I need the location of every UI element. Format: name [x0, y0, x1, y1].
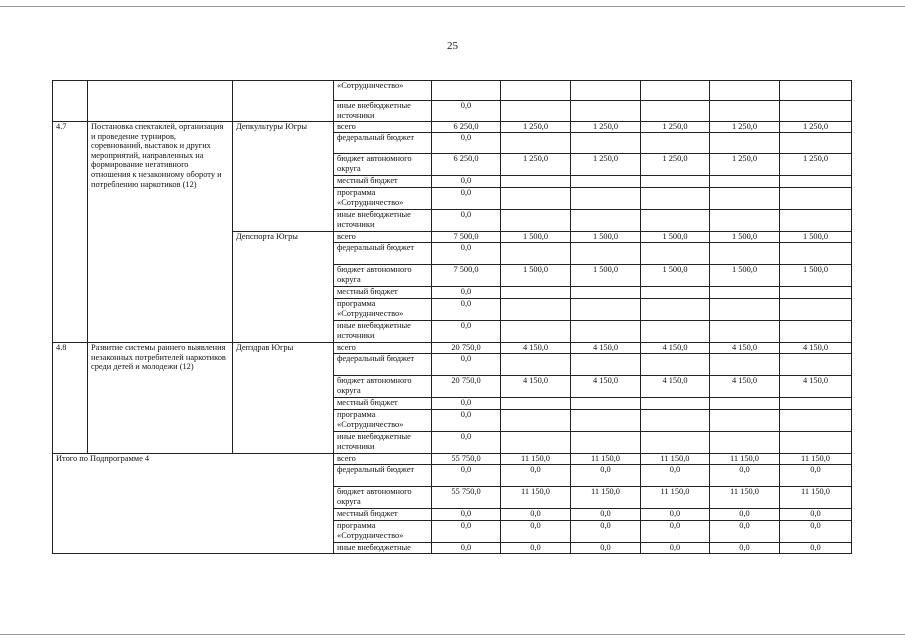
budget-table [52, 80, 852, 554]
executor-cell: Депздрав Югры [233, 343, 334, 454]
year-value-cell: 11 150,0 [571, 454, 641, 465]
year-value-cell: 0,0 [641, 543, 710, 554]
year-value-cell [641, 243, 710, 265]
year-value-cell: 0,0 [780, 509, 852, 521]
year-value-cell [710, 243, 780, 265]
total-value-cell: 6 250,0 [432, 122, 501, 133]
funding-source-cell: всего [334, 454, 432, 465]
year-value-cell: 11 150,0 [641, 454, 710, 465]
year-value-cell: 4 150,0 [571, 343, 641, 354]
year-value-cell: 0,0 [710, 521, 780, 543]
table-row [53, 81, 852, 101]
total-value-cell: 6 250,0 [432, 154, 501, 176]
total-value-cell: 0,0 [432, 243, 501, 265]
year-value-cell [571, 410, 641, 432]
year-value-cell [571, 354, 641, 376]
year-value-cell: 4 150,0 [780, 343, 852, 354]
page-number: 25 [447, 40, 458, 52]
subprogram-total-label: Итого по Подпрограмме 4 [53, 454, 334, 554]
executor-cell [233, 81, 334, 122]
code-cell: 4.8 [53, 343, 88, 454]
table-body [53, 81, 852, 554]
total-value-cell: 0,0 [432, 410, 501, 432]
year-value-cell: 0,0 [571, 521, 641, 543]
total-value-cell: 0,0 [432, 398, 501, 410]
year-value-cell [641, 101, 710, 122]
year-value-cell [710, 101, 780, 122]
year-value-cell: 0,0 [780, 521, 852, 543]
year-value-cell [501, 299, 571, 321]
year-value-cell: 0,0 [641, 509, 710, 521]
year-value-cell [571, 398, 641, 410]
year-value-cell [641, 188, 710, 210]
year-value-cell [641, 398, 710, 410]
year-value-cell: 1 250,0 [710, 154, 780, 176]
year-value-cell [501, 398, 571, 410]
year-value-cell: 11 150,0 [710, 454, 780, 465]
year-value-cell [501, 210, 571, 232]
year-value-cell: 4 150,0 [780, 376, 852, 398]
funding-source-cell: всего [334, 343, 432, 354]
year-value-cell: 1 250,0 [780, 154, 852, 176]
funding-source-cell: бюджет автономного округа [334, 265, 432, 287]
year-value-cell [641, 133, 710, 154]
activity-name-cell: Постановка спектаклей, организация и проведение турниров, соревнований, выставок и других мероприятий, направленных на формирование негативного отношения к незаконному обороту и потреблению наркотиков (12) [88, 122, 233, 343]
year-value-cell: 11 150,0 [780, 487, 852, 509]
year-value-cell [710, 398, 780, 410]
total-value-cell: 55 750,0 [432, 487, 501, 509]
funding-source-cell: федеральный бюджет [334, 133, 432, 154]
year-value-cell [571, 81, 641, 101]
year-value-cell [501, 176, 571, 188]
year-value-cell: 1 500,0 [641, 232, 710, 243]
year-value-cell [571, 188, 641, 210]
total-value-cell: 0,0 [432, 509, 501, 521]
total-value-cell: 0,0 [432, 133, 501, 154]
year-value-cell [710, 432, 780, 454]
total-value-cell: 0,0 [432, 299, 501, 321]
year-value-cell: 4 150,0 [501, 343, 571, 354]
funding-source-cell: федеральный бюджет [334, 354, 432, 376]
year-value-cell [571, 287, 641, 299]
total-value-cell: 0,0 [432, 210, 501, 232]
year-value-cell: 4 150,0 [710, 343, 780, 354]
year-value-cell: 11 150,0 [710, 487, 780, 509]
year-value-cell: 0,0 [501, 521, 571, 543]
year-value-cell: 0,0 [571, 509, 641, 521]
funding-source-cell: бюджет автономного округа [334, 376, 432, 398]
year-value-cell: 1 500,0 [641, 265, 710, 287]
year-value-cell [780, 133, 852, 154]
total-value-cell: 55 750,0 [432, 454, 501, 465]
funding-source-cell: программа «Сотрудничество» [334, 299, 432, 321]
total-value-cell: 20 750,0 [432, 376, 501, 398]
year-value-cell [571, 101, 641, 122]
year-value-cell: 0,0 [710, 543, 780, 554]
year-value-cell [641, 287, 710, 299]
year-value-cell [710, 133, 780, 154]
year-value-cell [501, 133, 571, 154]
year-value-cell [571, 299, 641, 321]
funding-source-cell: федеральный бюджет [334, 465, 432, 487]
year-value-cell [571, 210, 641, 232]
year-value-cell: 1 500,0 [571, 265, 641, 287]
year-value-cell: 0,0 [641, 465, 710, 487]
scan-edge-bottom [0, 634, 905, 635]
year-value-cell [571, 432, 641, 454]
year-value-cell [780, 410, 852, 432]
year-value-cell [641, 81, 710, 101]
year-value-cell [641, 176, 710, 188]
funding-source-cell: местный бюджет [334, 176, 432, 188]
year-value-cell [641, 410, 710, 432]
table-row [53, 454, 852, 465]
year-value-cell: 1 250,0 [571, 122, 641, 133]
funding-source-cell: программа «Сотрудничество» [334, 521, 432, 543]
year-value-cell [501, 243, 571, 265]
year-value-cell: 0,0 [501, 465, 571, 487]
year-value-cell [710, 321, 780, 343]
year-value-cell [501, 287, 571, 299]
total-value-cell: 0,0 [432, 432, 501, 454]
year-value-cell [641, 354, 710, 376]
year-value-cell [780, 354, 852, 376]
year-value-cell: 1 250,0 [641, 122, 710, 133]
year-value-cell: 0,0 [571, 465, 641, 487]
total-value-cell: 0,0 [432, 321, 501, 343]
total-value-cell: 0,0 [432, 287, 501, 299]
funding-source-cell: иные внебюджетные источники [334, 101, 432, 122]
year-value-cell [780, 101, 852, 122]
year-value-cell [780, 210, 852, 232]
year-value-cell [710, 81, 780, 101]
total-value-cell: 0,0 [432, 465, 501, 487]
year-value-cell: 1 250,0 [501, 154, 571, 176]
year-value-cell: 1 500,0 [710, 232, 780, 243]
year-value-cell [710, 188, 780, 210]
year-value-cell: 1 250,0 [710, 122, 780, 133]
year-value-cell: 0,0 [571, 543, 641, 554]
year-value-cell [710, 354, 780, 376]
year-value-cell: 4 150,0 [501, 376, 571, 398]
year-value-cell: 11 150,0 [641, 487, 710, 509]
year-value-cell [710, 176, 780, 188]
year-value-cell: 0,0 [780, 543, 852, 554]
funding-source-cell: иные внебюджетные [334, 543, 432, 554]
year-value-cell: 1 500,0 [501, 232, 571, 243]
funding-source-cell: местный бюджет [334, 287, 432, 299]
year-value-cell: 4 150,0 [641, 376, 710, 398]
funding-source-cell: иные внебюджетные источники [334, 210, 432, 232]
year-value-cell [710, 410, 780, 432]
activity-name-cell: Развитие системы раннего выявления незаконных потребителей наркотиков среди детей и молодежи (12) [88, 343, 233, 454]
funding-source-cell: местный бюджет [334, 398, 432, 410]
year-value-cell: 1 250,0 [780, 122, 852, 133]
year-value-cell: 11 150,0 [501, 454, 571, 465]
year-value-cell [710, 299, 780, 321]
funding-source-cell: иные внебюджетные источники [334, 432, 432, 454]
year-value-cell [780, 176, 852, 188]
year-value-cell [571, 243, 641, 265]
total-value-cell: 0,0 [432, 176, 501, 188]
funding-source-cell: всего [334, 122, 432, 133]
year-value-cell: 0,0 [641, 521, 710, 543]
year-value-cell: 1 500,0 [571, 232, 641, 243]
table-row [53, 343, 852, 354]
year-value-cell [641, 210, 710, 232]
funding-source-cell: федеральный бюджет [334, 243, 432, 265]
total-value-cell: 20 750,0 [432, 343, 501, 354]
year-value-cell: 11 150,0 [571, 487, 641, 509]
year-value-cell: 1 500,0 [780, 232, 852, 243]
year-value-cell: 11 150,0 [501, 487, 571, 509]
year-value-cell: 4 150,0 [710, 376, 780, 398]
funding-source-cell: бюджет автономного округа [334, 154, 432, 176]
year-value-cell: 1 250,0 [641, 154, 710, 176]
year-value-cell: 1 250,0 [501, 122, 571, 133]
year-value-cell [780, 432, 852, 454]
year-value-cell [780, 299, 852, 321]
year-value-cell [501, 81, 571, 101]
total-value-cell: 0,0 [432, 354, 501, 376]
year-value-cell [641, 432, 710, 454]
executor-cell: Депкультуры Югры [233, 122, 334, 232]
year-value-cell [571, 133, 641, 154]
executor-cell: Депспорта Югры [233, 232, 334, 343]
table-row [53, 122, 852, 133]
year-value-cell [571, 176, 641, 188]
year-value-cell: 1 250,0 [571, 154, 641, 176]
funding-source-cell: «Сотрудничество» [334, 81, 432, 101]
year-value-cell [501, 321, 571, 343]
funding-source-cell: программа «Сотрудничество» [334, 410, 432, 432]
year-value-cell [780, 243, 852, 265]
total-value-cell: 0,0 [432, 543, 501, 554]
year-value-cell [501, 410, 571, 432]
year-value-cell: 1 500,0 [780, 265, 852, 287]
funding-source-cell: местный бюджет [334, 509, 432, 521]
year-value-cell [710, 287, 780, 299]
year-value-cell [571, 321, 641, 343]
activity-name-cell [88, 81, 233, 122]
total-value-cell [432, 81, 501, 101]
year-value-cell [641, 321, 710, 343]
code-cell: 4.7 [53, 122, 88, 343]
scan-edge-top [0, 6, 905, 7]
total-value-cell: 0,0 [432, 521, 501, 543]
year-value-cell [641, 299, 710, 321]
year-value-cell: 4 150,0 [641, 343, 710, 354]
year-value-cell [501, 188, 571, 210]
year-value-cell: 0,0 [780, 465, 852, 487]
year-value-cell [710, 210, 780, 232]
year-value-cell: 1 500,0 [710, 265, 780, 287]
year-value-cell: 0,0 [501, 509, 571, 521]
year-value-cell: 0,0 [710, 465, 780, 487]
code-cell [53, 81, 88, 122]
total-value-cell: 0,0 [432, 188, 501, 210]
year-value-cell [501, 432, 571, 454]
year-value-cell [780, 188, 852, 210]
year-value-cell: 11 150,0 [780, 454, 852, 465]
total-value-cell: 0,0 [432, 101, 501, 122]
total-value-cell: 7 500,0 [432, 265, 501, 287]
year-value-cell [780, 321, 852, 343]
funding-source-cell: всего [334, 232, 432, 243]
funding-source-cell: иные внебюджетные источники [334, 321, 432, 343]
year-value-cell: 0,0 [710, 509, 780, 521]
year-value-cell [780, 81, 852, 101]
year-value-cell: 0,0 [501, 543, 571, 554]
year-value-cell: 1 500,0 [501, 265, 571, 287]
funding-source-cell: бюджет автономного округа [334, 487, 432, 509]
funding-source-cell: программа «Сотрудничество» [334, 188, 432, 210]
year-value-cell [780, 398, 852, 410]
year-value-cell [501, 354, 571, 376]
total-value-cell: 7 500,0 [432, 232, 501, 243]
year-value-cell [501, 101, 571, 122]
year-value-cell: 4 150,0 [571, 376, 641, 398]
year-value-cell [780, 287, 852, 299]
